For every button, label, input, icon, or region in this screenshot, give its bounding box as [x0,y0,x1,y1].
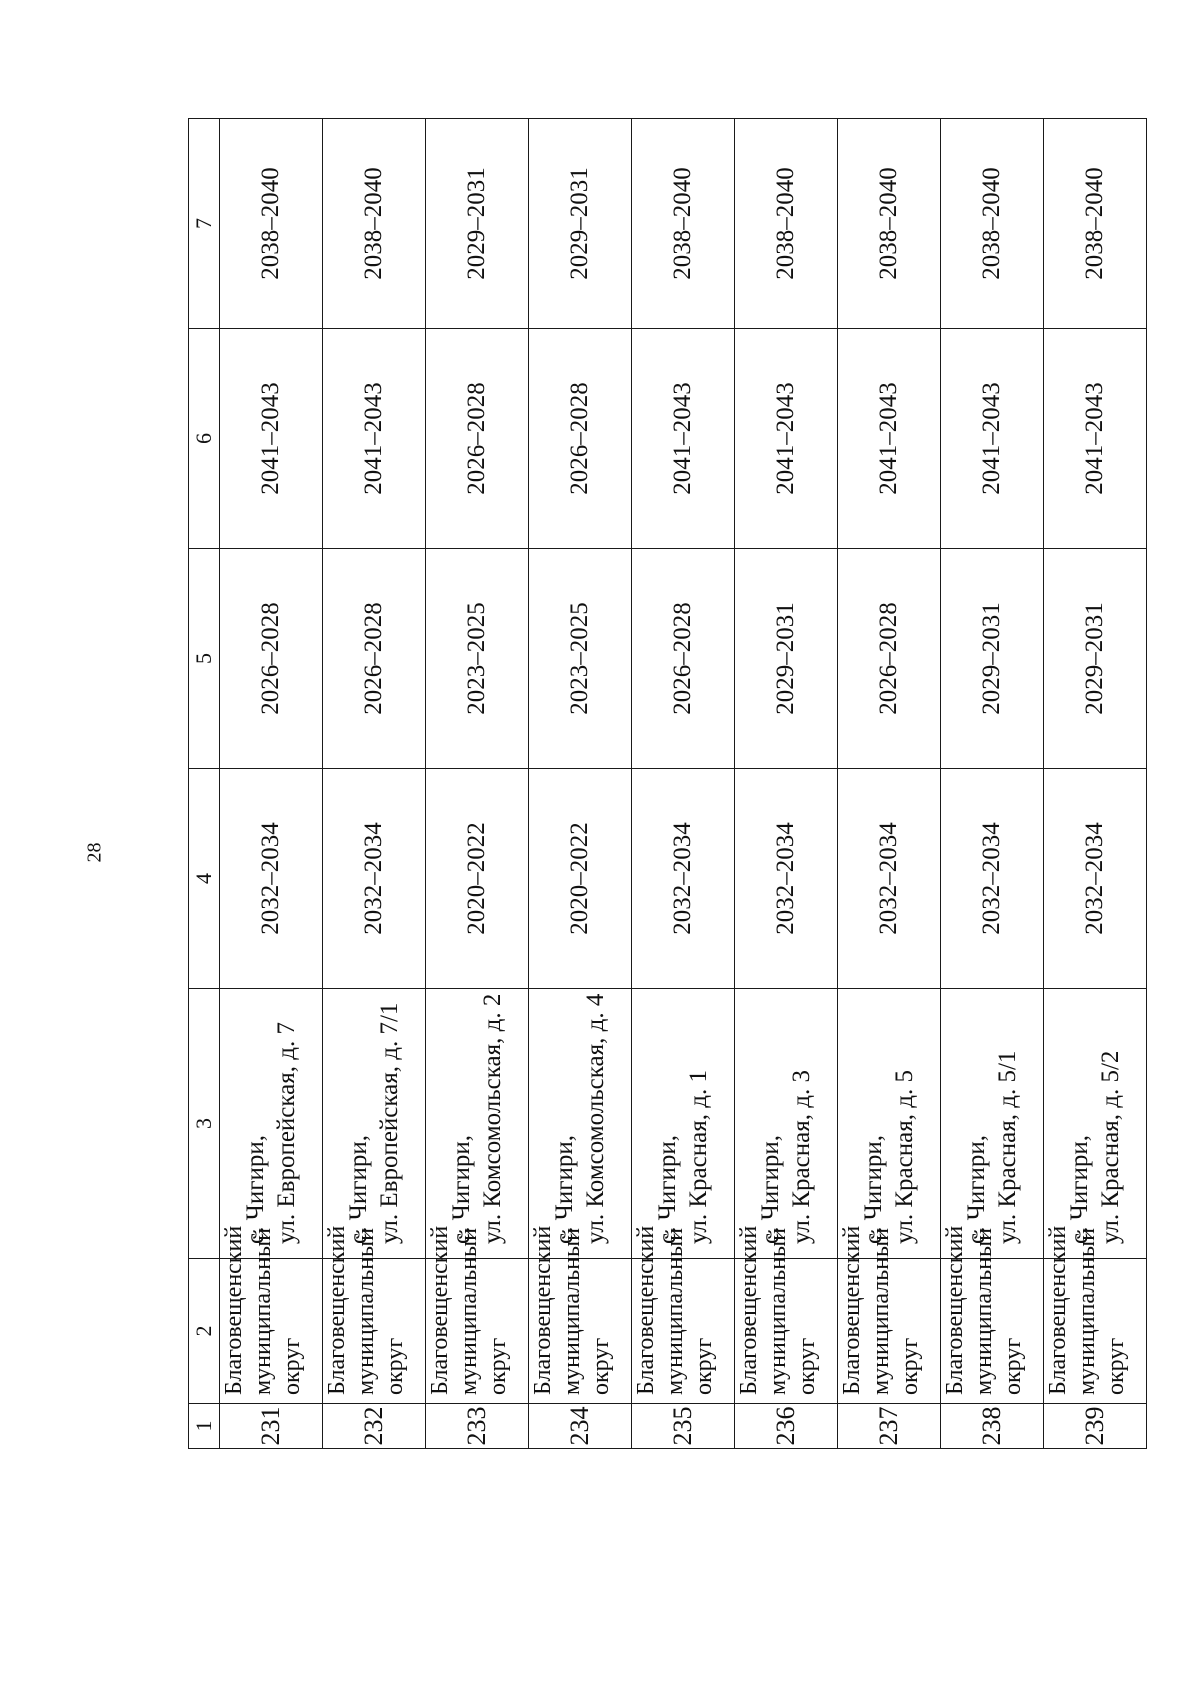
district-cell [1044,1225,1147,1404]
district-line: муниципальный [662,1227,688,1395]
row-number: 237 [838,1404,941,1449]
district-line: Благовещенский [427,1225,453,1395]
district-cell [838,1225,941,1404]
period-col-5: 2026–2028 [838,549,941,769]
district-line: муниципальный [559,1227,585,1395]
district-line: округ [794,1337,820,1395]
address-line: ул. Красная, д. 5 [891,1070,918,1244]
address-cell [941,989,1044,1259]
address-line: ул. Комсомольская, д. 2 [479,993,506,1244]
address-cell [220,989,323,1259]
table-row [323,119,426,1449]
address-line: с. Чигири, [448,1135,475,1244]
period-col-4: 2032–2034 [323,769,426,989]
period-col-5: 2026–2028 [220,549,323,769]
period-col-7: 2038–2040 [220,119,323,329]
district-line: округ [588,1337,614,1395]
header-row [189,119,220,1449]
address-line: с. Чигири, [551,1135,578,1244]
address-line: с. Чигири, [654,1135,681,1244]
period-col-4: 2032–2034 [941,769,1044,989]
period-col-6: 2026–2028 [426,329,529,549]
district-line: муниципальный [353,1227,379,1395]
district-line: округ [279,1337,305,1395]
district-line: Благовещенский [1045,1225,1071,1395]
row-number: 238 [941,1404,1044,1449]
period-col-6: 2026–2028 [529,329,632,549]
address-line: ул. Красная, д. 5/1 [994,1050,1021,1244]
header-cell-7: 7 [189,119,220,329]
district-line: муниципальный [456,1227,482,1395]
address-cell [632,989,735,1259]
page-number: 28 [83,842,106,863]
district-cell [220,1225,323,1404]
district-line: муниципальный [765,1227,791,1395]
period-col-4: 2032–2034 [220,769,323,989]
address-cell [1044,989,1147,1259]
district-line: муниципальный [971,1227,997,1395]
address-line: с. Чигири, [963,1135,990,1244]
district-line: Благовещенский [221,1225,247,1395]
address-line: с. Чигири, [1066,1135,1093,1244]
period-col-7: 2038–2040 [1044,119,1147,329]
period-col-4: 2032–2034 [838,769,941,989]
district-line: Благовещенский [530,1225,556,1395]
district-line: округ [1103,1337,1129,1395]
district-line: муниципальный [1074,1227,1100,1395]
table-body [220,119,1147,1449]
header-cell-6: 6 [189,329,220,549]
period-col-4: 2020–2022 [426,769,529,989]
header-cell-5: 5 [189,549,220,769]
table-container [188,119,1138,1449]
period-col-7: 2038–2040 [735,119,838,329]
address-line: ул. Красная, д. 5/2 [1097,1050,1124,1244]
district-line: Благовещенский [736,1225,762,1395]
period-col-7: 2038–2040 [838,119,941,329]
period-col-5: 2029–2031 [735,549,838,769]
period-col-6: 2041–2043 [1044,329,1147,549]
row-number: 236 [735,1404,838,1449]
address-line: с. Чигири, [860,1135,887,1244]
period-col-6: 2041–2043 [838,329,941,549]
table-row [529,119,632,1449]
address-cell [426,989,529,1259]
period-col-7: 2038–2040 [632,119,735,329]
address-line: с. Чигири, [242,1135,269,1244]
district-line: округ [382,1337,408,1395]
header-cell-2: 2 [189,1259,220,1404]
table-row [426,119,529,1449]
period-col-5: 2029–2031 [941,549,1044,769]
period-col-4: 2020–2022 [529,769,632,989]
period-col-5: 2023–2025 [529,549,632,769]
table-row [632,119,735,1449]
address-line: ул. Красная, д. 3 [788,1070,815,1244]
address-line: ул. Красная, д. 1 [685,1070,712,1244]
period-col-6: 2041–2043 [632,329,735,549]
period-col-5: 2026–2028 [632,549,735,769]
period-col-6: 2041–2043 [735,329,838,549]
address-cell [735,989,838,1259]
period-col-6: 2041–2043 [941,329,1044,549]
header-cell-1: 1 [189,1404,220,1449]
district-line: Благовещенский [633,1225,659,1395]
period-col-4: 2032–2034 [735,769,838,989]
district-cell [323,1225,426,1404]
schedule-table [188,118,1147,1449]
row-number: 239 [1044,1404,1147,1449]
table-row [941,119,1044,1449]
header-cell-4: 4 [189,769,220,989]
period-col-6: 2041–2043 [323,329,426,549]
table-row [220,119,323,1449]
district-cell [632,1225,735,1404]
period-col-5: 2029–2031 [1044,549,1147,769]
district-cell [941,1225,1044,1404]
period-col-7: 2029–2031 [529,119,632,329]
district-line: Благовещенский [839,1225,865,1395]
address-line: с. Чигири, [345,1135,372,1244]
row-number: 231 [220,1404,323,1449]
address-cell [323,989,426,1259]
district-cell [426,1225,529,1404]
district-line: Благовещенский [324,1225,350,1395]
district-line: округ [897,1337,923,1395]
address-line: с. Чигири, [757,1135,784,1244]
address-line: ул. Европейская, д. 7 [273,1022,300,1244]
row-number: 232 [323,1404,426,1449]
row-number: 235 [632,1404,735,1449]
table-row [735,119,838,1449]
district-line: Благовещенский [942,1225,968,1395]
address-cell [529,989,632,1259]
district-line: муниципальный [868,1227,894,1395]
district-line: округ [1000,1337,1026,1395]
period-col-7: 2038–2040 [941,119,1044,329]
row-number: 233 [426,1404,529,1449]
address-line: ул. Европейская, д. 7/1 [376,1002,403,1244]
period-col-7: 2038–2040 [323,119,426,329]
header-cell-3: 3 [189,989,220,1259]
period-col-5: 2023–2025 [426,549,529,769]
address-cell [838,989,941,1259]
period-col-4: 2032–2034 [632,769,735,989]
period-col-4: 2032–2034 [1044,769,1147,989]
district-line: округ [485,1337,511,1395]
table-row [1044,119,1147,1449]
district-cell [529,1225,632,1404]
address-line: ул. Комсомольская, д. 4 [582,993,609,1244]
period-col-7: 2029–2031 [426,119,529,329]
row-number: 234 [529,1404,632,1449]
district-line: округ [691,1337,717,1395]
district-cell [735,1225,838,1404]
period-col-5: 2026–2028 [323,549,426,769]
district-line: муниципальный [250,1227,276,1395]
table-row [838,119,941,1449]
period-col-6: 2041–2043 [220,329,323,549]
